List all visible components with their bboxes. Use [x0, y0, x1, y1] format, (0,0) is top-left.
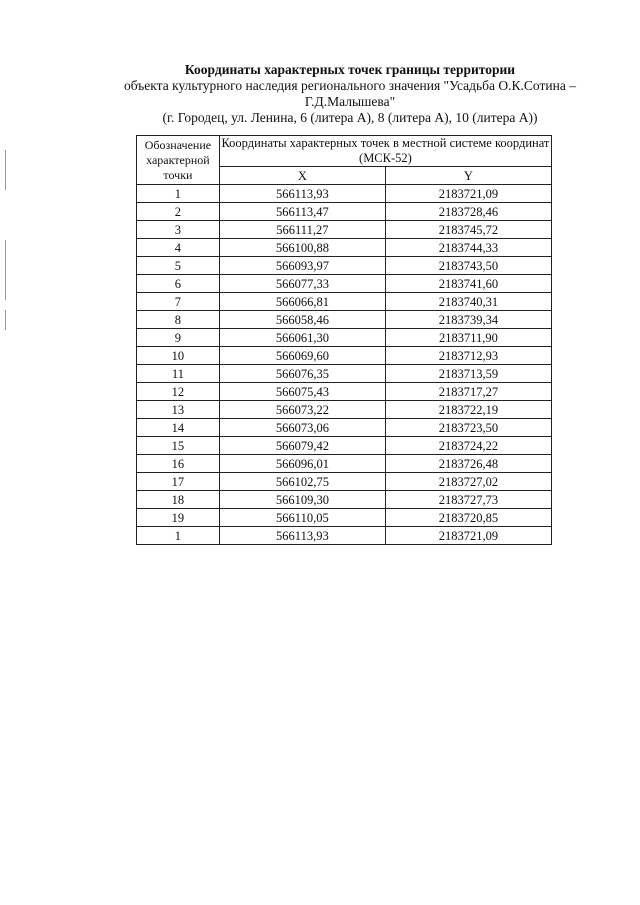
cell-y: 2183728,46 [385, 203, 551, 221]
cell-y: 2183727,73 [385, 491, 551, 509]
header-x: X [219, 167, 385, 185]
cell-x: 566093,97 [219, 257, 385, 275]
document-heading [100, 62, 600, 126]
cell-point-number: 8 [137, 311, 220, 329]
coordinates-table [136, 135, 552, 545]
cell-point-number: 17 [137, 473, 220, 491]
table-row [137, 347, 552, 365]
cell-x: 566077,33 [219, 275, 385, 293]
cell-y: 2183712,93 [385, 347, 551, 365]
cell-point-number: 14 [137, 419, 220, 437]
cell-x: 566113,47 [219, 203, 385, 221]
cell-y: 2183711,90 [385, 329, 551, 347]
heading-address: (г. Городец, ул. Ленина, 6 (литера А), 8 (литера А), 10 (литера А)) [162, 110, 538, 125]
cell-x: 566100,88 [219, 239, 385, 257]
table-row [137, 221, 552, 239]
scan-edge-mark [5, 240, 6, 300]
table-row [137, 257, 552, 275]
heading-title: Координаты характерных точек границы территории [184, 62, 516, 77]
table-row [137, 437, 552, 455]
cell-x: 566076,35 [219, 365, 385, 383]
cell-y: 2183744,33 [385, 239, 551, 257]
heading-line-3: Г.Д.Малышева" [304, 94, 396, 109]
cell-point-number: 10 [137, 347, 220, 365]
cell-point-number: 3 [137, 221, 220, 239]
cell-point-number: 4 [137, 239, 220, 257]
table-row [137, 275, 552, 293]
cell-y: 2183739,34 [385, 311, 551, 329]
table-row [137, 491, 552, 509]
cell-y: 2183724,22 [385, 437, 551, 455]
cell-x: 566069,60 [219, 347, 385, 365]
header-y: Y [385, 167, 551, 185]
cell-y: 2183717,27 [385, 383, 551, 401]
cell-x: 566066,81 [219, 293, 385, 311]
table-header-row [137, 136, 552, 167]
cell-x: 566075,43 [219, 383, 385, 401]
cell-point-number: 18 [137, 491, 220, 509]
cell-point-number: 7 [137, 293, 220, 311]
table-row [137, 293, 552, 311]
cell-x: 566113,93 [219, 185, 385, 203]
cell-x: 566073,22 [219, 401, 385, 419]
cell-point-number: 5 [137, 257, 220, 275]
cell-point-number: 15 [137, 437, 220, 455]
header-point-designation: Обозначение характерной точки [137, 136, 220, 185]
scan-edge-mark [5, 150, 6, 190]
cell-point-number: 1 [137, 185, 220, 203]
table-row [137, 419, 552, 437]
cell-y: 2183745,72 [385, 221, 551, 239]
table-row [137, 239, 552, 257]
cell-point-number: 13 [137, 401, 220, 419]
cell-x: 566073,06 [219, 419, 385, 437]
cell-x: 566113,93 [219, 527, 385, 545]
cell-y: 2183726,48 [385, 455, 551, 473]
cell-y: 2183740,31 [385, 293, 551, 311]
cell-y: 2183713,59 [385, 365, 551, 383]
scan-edge-mark [5, 310, 6, 330]
cell-point-number: 12 [137, 383, 220, 401]
heading-line-2: объекта культурного наследия регионального значения "Усадьба О.К.Сотина – [124, 78, 576, 93]
cell-x: 566102,75 [219, 473, 385, 491]
cell-y: 2183720,85 [385, 509, 551, 527]
cell-x: 566058,46 [219, 311, 385, 329]
table-row [137, 527, 552, 545]
table-row [137, 329, 552, 347]
table-row [137, 383, 552, 401]
cell-point-number: 2 [137, 203, 220, 221]
cell-y: 2183723,50 [385, 419, 551, 437]
table-row [137, 311, 552, 329]
cell-x: 566110,05 [219, 509, 385, 527]
cell-point-number: 19 [137, 509, 220, 527]
cell-y: 2183722,19 [385, 401, 551, 419]
header-coordinates: Координаты характерных точек в местной системе координат (МСК-52) [219, 136, 551, 167]
cell-x: 566061,30 [219, 329, 385, 347]
cell-y: 2183743,50 [385, 257, 551, 275]
cell-point-number: 1 [137, 527, 220, 545]
cell-x: 566111,27 [219, 221, 385, 239]
table-row [137, 473, 552, 491]
cell-x: 566096,01 [219, 455, 385, 473]
cell-point-number: 16 [137, 455, 220, 473]
cell-x: 566079,42 [219, 437, 385, 455]
table-row [137, 401, 552, 419]
cell-y: 2183741,60 [385, 275, 551, 293]
cell-point-number: 11 [137, 365, 220, 383]
table-row [137, 455, 552, 473]
cell-point-number: 9 [137, 329, 220, 347]
cell-x: 566109,30 [219, 491, 385, 509]
cell-y: 2183721,09 [385, 185, 551, 203]
cell-y: 2183721,09 [385, 527, 551, 545]
table-row [137, 185, 552, 203]
cell-y: 2183727,02 [385, 473, 551, 491]
table-row [137, 509, 552, 527]
cell-point-number: 6 [137, 275, 220, 293]
table-row [137, 203, 552, 221]
table-row [137, 365, 552, 383]
table-body [137, 185, 552, 545]
